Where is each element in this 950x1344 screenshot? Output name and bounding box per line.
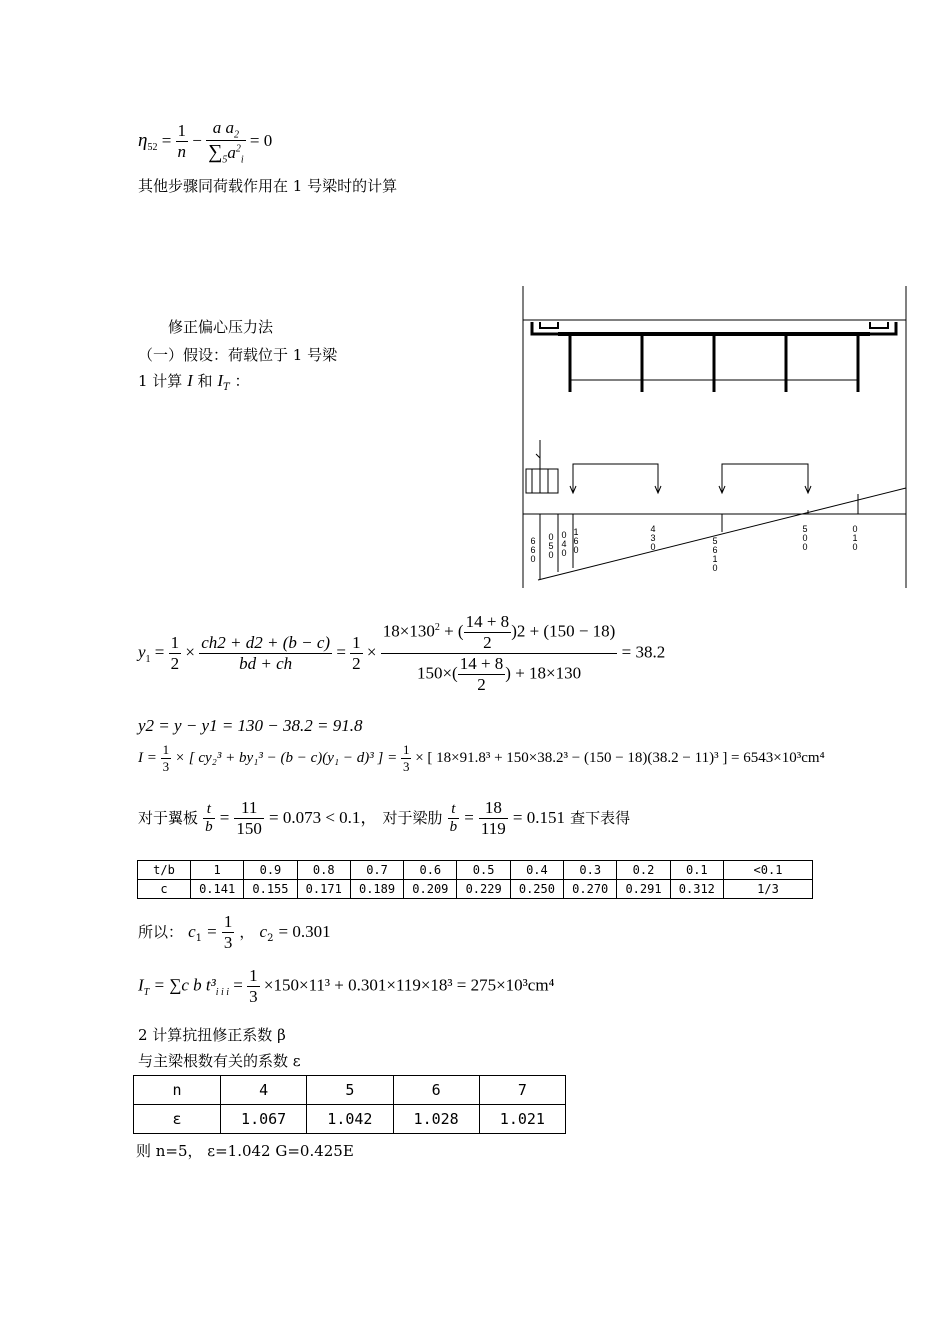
coef-note: 与主梁根数有关的系数 ε bbox=[138, 1052, 301, 1070]
table-cell: 0.209 bbox=[404, 880, 457, 899]
dim-label: 5 0 0 bbox=[802, 524, 808, 552]
table-cell: c bbox=[138, 880, 191, 899]
IT-lhs-sub: T bbox=[143, 986, 150, 998]
table-row bbox=[138, 880, 813, 899]
bridge-section-diagram bbox=[518, 282, 910, 592]
other-steps-note: 其他步骤同荷载作用在 1 号梁时的计算 bbox=[138, 177, 398, 195]
dim-label: 5 6 1 0 bbox=[712, 536, 718, 573]
I-third-2 bbox=[401, 742, 412, 775]
so-sep: ， bbox=[239, 923, 255, 941]
eta-sigma: ∑ bbox=[208, 141, 223, 164]
dim-label: 0 4 0 bbox=[561, 530, 567, 558]
so-c2: c bbox=[259, 922, 268, 941]
y1-half bbox=[169, 633, 182, 674]
y1-sym-den: bd + ch bbox=[239, 654, 293, 673]
y1-lhs-sub: 1 bbox=[145, 653, 151, 665]
table-cell: 0.171 bbox=[297, 880, 350, 899]
dim-label: 4 3 0 bbox=[650, 524, 656, 552]
table-row bbox=[134, 1076, 566, 1105]
eta-den-sup: 2 bbox=[235, 143, 241, 155]
so-three: 3 bbox=[223, 933, 233, 952]
girder-ribs bbox=[570, 334, 858, 392]
table-cell: 0.155 bbox=[244, 880, 297, 899]
table-cell: 1.028 bbox=[393, 1105, 479, 1134]
assumption-line: （一）假设：荷载位于 1 号梁 bbox=[138, 346, 338, 364]
eta-denominator: a bbox=[227, 143, 236, 163]
table-cell: 0.270 bbox=[564, 880, 617, 899]
y1-inner-num-2: 14 + 8 bbox=[459, 654, 504, 673]
table-cell: 0.8 bbox=[297, 861, 350, 880]
eta-num-sub: 2 bbox=[234, 129, 240, 141]
IT-rest: ×150×11³ + 0.301×119×18³ = 275×10³cm⁴ bbox=[263, 975, 555, 995]
table-cell: 0.229 bbox=[457, 880, 510, 899]
rib-num: 18 bbox=[479, 798, 508, 819]
table-cell: 7 bbox=[479, 1076, 565, 1105]
I-formula bbox=[138, 742, 825, 775]
y1-half-num: 1 bbox=[170, 633, 180, 652]
flange-label: 对于翼板 bbox=[138, 809, 199, 827]
sum-fraction bbox=[206, 118, 246, 166]
table-cell: t/b bbox=[138, 861, 191, 880]
y1-formula: $y_1$ = $\frac{1}{2}$ × $\frac{ch2 + d2 + (b - c)}{bd + ch}$ = $\frac{1}{2}$ × $18\times 130^2$ + ( $\frac{14 + 8}{2}$ )2 + (150 − 18) 150×( $\frac{14 + 8}{2}$ ) + 18×130 = 38.2 bbox=[138, 612, 666, 694]
deck-slab bbox=[523, 320, 906, 334]
table-cell: 0.7 bbox=[350, 861, 403, 880]
ratio-t2: t bbox=[448, 801, 460, 819]
eta-numerator: a a bbox=[212, 118, 235, 137]
table-cell: 1/3 bbox=[724, 880, 813, 899]
I-third-num: 1 bbox=[162, 742, 170, 757]
so-one: 1 bbox=[223, 912, 233, 931]
lookup-label: 查下表得 bbox=[570, 809, 631, 827]
step1-IT: I bbox=[217, 371, 224, 390]
IT-three: 3 bbox=[249, 987, 258, 1006]
step1-suffix: ： bbox=[234, 372, 250, 390]
rib-den: 119 bbox=[480, 819, 506, 838]
so-prefix: 所以： bbox=[138, 923, 184, 941]
table-cell: 1 bbox=[191, 861, 244, 880]
eta-den-sub: i bbox=[240, 154, 244, 166]
flange-result: = 0.073 < 0.1， bbox=[268, 808, 378, 827]
y1-inner-den: 2 bbox=[483, 633, 492, 652]
table-cell: <0.1 bbox=[724, 861, 813, 880]
eta-symbol: η bbox=[138, 129, 148, 151]
y1-inner-frac-2 bbox=[458, 654, 506, 695]
y1-sym-num: ch2 + d2 + (b − c) bbox=[201, 633, 331, 652]
y1-half-2 bbox=[350, 633, 363, 674]
y2-formula: y2 = y − y1 = 130 − 38.2 = 91.8 bbox=[138, 716, 363, 735]
so-c1: c bbox=[188, 922, 196, 941]
I-lhs: I = bbox=[138, 749, 157, 766]
y1-half-num-2: 1 bbox=[352, 633, 361, 652]
step1-IT-sub: T bbox=[223, 382, 230, 393]
table-cell: 5 bbox=[307, 1076, 393, 1105]
dim-label: 1 6 0 bbox=[573, 527, 579, 555]
y1-val-den-a: 150×( bbox=[416, 663, 458, 683]
eta-sigma-sub: 5 bbox=[222, 154, 228, 166]
t2-over-b2 bbox=[448, 801, 460, 836]
eta-subscript: 52 bbox=[147, 142, 158, 154]
ratio-b1: b bbox=[205, 819, 213, 835]
y1-val-den-c: ) + 18×130 bbox=[505, 663, 582, 683]
epsilon-table bbox=[133, 1075, 566, 1134]
eta-n: n bbox=[177, 142, 187, 162]
step1-line bbox=[138, 370, 249, 393]
c-coefficient-table bbox=[137, 860, 813, 899]
table-cell: 0.5 bbox=[457, 861, 510, 880]
I-third-num-2: 1 bbox=[402, 742, 410, 757]
step2-line: 2 计算抗扭修正系数 β bbox=[138, 1026, 286, 1044]
table-cell: 0.2 bbox=[617, 861, 670, 880]
flange-den: 150 bbox=[236, 819, 262, 838]
step1-and: 和 bbox=[197, 372, 213, 390]
table-cell: n bbox=[134, 1076, 221, 1105]
dimension-labels bbox=[530, 524, 857, 573]
IT-third bbox=[247, 966, 260, 1007]
table-cell: 6 bbox=[393, 1076, 479, 1105]
table-cell: ε bbox=[134, 1105, 221, 1134]
y1-result: = 38.2 bbox=[621, 642, 666, 662]
so-third bbox=[222, 912, 235, 953]
IT-formula: $I_T = \sum c$ b $t^3_{i i i}$ = $\frac{1}{3}$ ×150×11³ + 0.301×119×18³ = 275×10³cm⁴ bbox=[138, 966, 555, 1006]
y1-lhs: y bbox=[138, 642, 146, 662]
I-third-den: 3 bbox=[162, 759, 170, 774]
table-cell: 0.1 bbox=[670, 861, 723, 880]
table-cell: 0.3 bbox=[564, 861, 617, 880]
I-third bbox=[161, 742, 172, 775]
table-cell: 0.9 bbox=[244, 861, 297, 880]
flange-num: 11 bbox=[234, 798, 264, 819]
IT-sum: = ∑c b t³ bbox=[153, 975, 216, 995]
I-symbolic: × [ cy₂³ + by₁³ − (b − c)(y₁ − d)³ ] = bbox=[174, 749, 398, 766]
I-numeric: × [ 18×91.8³ + 150×38.2³ − (150 − 18)(38.2 − 11)³ ] = 6543×10³cm⁴ bbox=[415, 749, 825, 766]
eta-rhs: = 0 bbox=[249, 130, 273, 150]
dim-label: 6 6 0 bbox=[530, 536, 536, 564]
t1-over-b1 bbox=[203, 801, 215, 836]
table-cell: 0.4 bbox=[510, 861, 563, 880]
table-cell: 1.021 bbox=[479, 1105, 565, 1134]
IT-sum-sub: i i i bbox=[215, 986, 230, 998]
one-over-n bbox=[176, 121, 189, 162]
ratio-line: 对于翼板 $\frac{t}{b}$ = $\frac{11}{150}$ = 0.073 < 0.1， 对于梁肋 $\frac{t}{b}$ = $\frac{18}{119}$ = 0.151 查下表得 bbox=[138, 798, 631, 838]
rib-fraction bbox=[479, 798, 508, 839]
section-heading: 修正偏心压力法 bbox=[168, 318, 274, 336]
table-row bbox=[138, 861, 813, 880]
table-row bbox=[134, 1105, 566, 1134]
table-cell: 4 bbox=[221, 1076, 307, 1105]
ratio-t1: t bbox=[203, 801, 215, 819]
step1-I: I bbox=[187, 371, 193, 390]
table-cell: 0.141 bbox=[191, 880, 244, 899]
table-cell: 1.042 bbox=[307, 1105, 393, 1134]
table-cell: 0.312 bbox=[670, 880, 723, 899]
table-cell: 0.291 bbox=[617, 880, 670, 899]
y1-inner-num: 14 + 8 bbox=[465, 612, 510, 631]
IT-lhs: I bbox=[138, 975, 144, 995]
so-line: 所以： $c_1$ = $\frac{1}{3}$ ， $c_2 = 0.301$ bbox=[138, 912, 331, 952]
IT-one: 1 bbox=[249, 966, 258, 985]
table-cell: 0.250 bbox=[510, 880, 563, 899]
y1-val-num-b: + ( bbox=[439, 621, 464, 641]
ratio-b2: b bbox=[449, 819, 458, 835]
y1-symbolic bbox=[199, 633, 332, 674]
rib-label: 对于梁肋 bbox=[382, 809, 443, 827]
I-third-den-2: 3 bbox=[402, 759, 410, 774]
wheel-loads bbox=[526, 440, 811, 493]
y1-val-num-c: )2 + (150 − 18) bbox=[511, 621, 616, 641]
so-eq1: = bbox=[207, 922, 217, 941]
final-line: 则 n=5， ε=1.042 G=0.425E bbox=[136, 1142, 354, 1160]
dim-label: 0 5 0 bbox=[548, 532, 554, 560]
table-cell: 0.6 bbox=[404, 861, 457, 880]
y1-inner-frac bbox=[464, 612, 512, 653]
y1-half-den-2: 2 bbox=[352, 654, 361, 673]
flange-fraction bbox=[234, 798, 264, 839]
eta-minus: − bbox=[192, 130, 202, 150]
y1-inner-den-2: 2 bbox=[477, 675, 486, 694]
dim-label: 0 1 0 bbox=[852, 524, 858, 552]
y1-numeric: $18\times 130^2$ + ( $\frac{14 + 8}{2}$ )2 + (150 − 18) 150×( $\frac{14 + 8}{2}$ ) + 18×130 bbox=[382, 612, 616, 694]
table-cell: 0.189 bbox=[350, 880, 403, 899]
step1-prefix: 1 计算 bbox=[138, 372, 183, 390]
y1-half-den: 2 bbox=[170, 654, 180, 673]
table-cell: 1.067 bbox=[221, 1105, 307, 1134]
eta-one: 1 bbox=[177, 121, 187, 141]
so-eq2: = 0.301 bbox=[278, 922, 331, 941]
y1-val-num-a: 18×130 bbox=[382, 621, 435, 641]
eta-formula: $\eta_{52}$ = $\frac{1}{n}$ − $\frac{a a_2}{\sum_5a^2_i}$ = 0 bbox=[138, 118, 273, 166]
rib-result: = 0.151 bbox=[512, 808, 565, 827]
